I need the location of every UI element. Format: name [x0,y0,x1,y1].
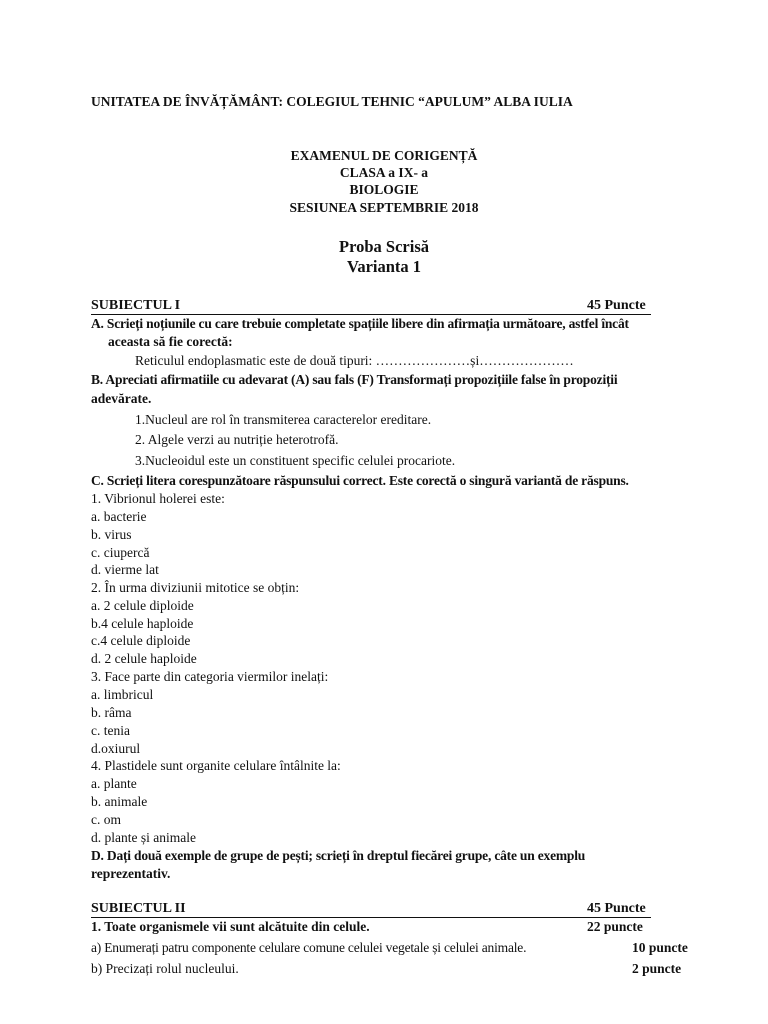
question-1a-text: a) Enumerați patru componente celulare comune celulei vegetale și celulei animale. [91,940,527,955]
school-unit: UNITATEA DE ÎNVĂȚĂMÂNT: COLEGIUL TEHNIC “APULUM” ALBA IULIA [91,94,573,109]
list-item: d. vierme lat [91,562,159,577]
list-item: a. limbricul [91,687,154,702]
question-b-item: 3.Nucleoidul este un constituent specific celulei procariote. [135,453,456,468]
question-1a-points: 10 puncte [632,940,688,955]
list-item: b. râma [91,705,132,720]
test-title: Proba Scrisă [339,237,429,256]
question-1-points: 22 puncte [587,919,643,934]
section-2-title: SUBIECTUL II [91,901,186,916]
list-item: a. 2 celule diploide [91,598,194,613]
list-item: c. tenia [91,723,130,738]
list-item: b.4 celule haploide [91,616,194,631]
list-item: 2. În urma diviziunii mitotice se obțin: [91,580,300,595]
exam-title: EXAMENUL DE CORIGENȚĂ [290,148,478,163]
question-b-line2: adevărate. [91,391,152,406]
question-1-text: 1. Toate organismele vii sunt alcătuite din celule. [91,919,370,934]
list-item: c. om [91,812,121,827]
class-line: CLASA a IX- a [339,165,429,180]
question-1b-points: 2 puncte [632,961,682,976]
section-1-rule [91,314,651,315]
variant-title: Varianta 1 [346,257,422,276]
list-item: a. bacterie [91,509,147,524]
section-1-points: 45 Puncte [587,298,646,313]
list-item: c. ciupercă [91,545,150,560]
list-item: a. plante [91,776,137,791]
question-b-line1: B. Apreciati afirmatiile cu adevarat (A) sau fals (F) Transformați propozițiile false în propoziții [91,372,618,387]
section-2-rule [91,917,651,918]
list-item: 1. Vibrionul holerei este: [91,491,225,506]
question-d-line2: reprezentativ. [91,866,171,881]
question-a-sentence: Reticulul endoplasmatic este de două tipuri: …………………și………………… [135,353,574,368]
question-b-item: 2. Algele verzi au nutriție heterotrofă. [135,432,339,447]
subject-line: BIOLOGIE [349,182,419,197]
section-1-title: SUBIECTUL I [91,298,181,313]
list-item: b. virus [91,527,132,542]
list-item: d. plante și animale [91,830,196,845]
list-item: 4. Plastidele sunt organite celulare întâlnite la: [91,758,341,773]
question-1b-text: b) Precizați rolul nucleului. [91,961,239,976]
question-c-line: C. Scrieți litera corespunzătoare răspunsului correct. Este corectă o singură variantă de răspuns. [91,473,629,488]
list-item: b. animale [91,794,148,809]
question-a-line1: A. Scrieți noțiunile cu care trebuie completate spațiile libere din afirmația următoare, astfel încât [91,316,629,331]
question-a-line2: aceasta să fie corectă: [108,334,233,349]
list-item: d. 2 celule haploide [91,651,197,666]
list-item: d.oxiurul [91,741,141,756]
session-line: SESIUNEA SEPTEMBRIE 2018 [289,200,479,215]
question-d-line1: D. Dați două exemple de grupe de pești; scrieți în dreptul fiecărei grupe, câte un exemplu [91,848,586,863]
section-2-points: 45 Puncte [587,901,646,916]
list-item: 3. Face parte din categoria viermilor inelați: [91,669,329,684]
list-item: c.4 celule diploide [91,633,191,648]
question-b-item: 1.Nucleul are rol în transmiterea caracterelor ereditare. [135,412,432,427]
